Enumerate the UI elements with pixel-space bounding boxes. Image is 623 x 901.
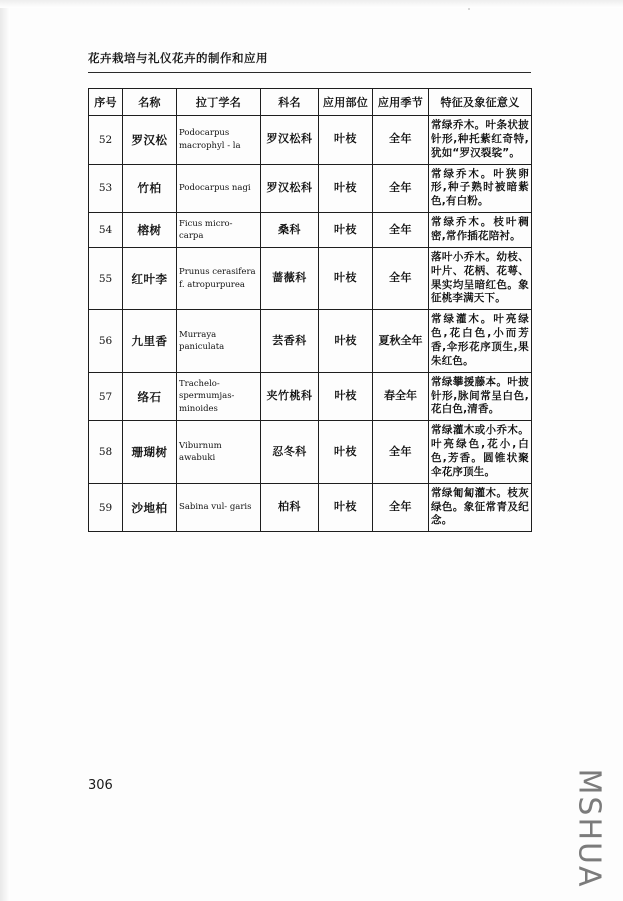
- column-header-season: 应用季节: [373, 89, 429, 116]
- cell-family: 桑科: [261, 213, 319, 248]
- cell-serial: 59: [89, 483, 123, 532]
- cell-season: 全年: [373, 247, 429, 309]
- cell-features: 常绿乔木。枝叶稠密,常作插花陪衬。: [429, 213, 532, 248]
- cell-serial: 57: [89, 372, 123, 421]
- cell-features: 常绿灌木。叶亮绿色,花白色,小而芳香,伞形花序顶生,果朱红色。: [429, 310, 532, 372]
- column-header-features: 特征及象征意义: [429, 89, 532, 116]
- page-number: 306: [88, 778, 113, 793]
- cell-features: 常绿灌木或小乔木。叶亮绿色,花小,白色,芳香。圆锥状聚伞花序顶生。: [429, 421, 532, 483]
- table-header-row: [89, 89, 532, 116]
- cell-part: 叶枝: [319, 213, 373, 248]
- cell-serial: 53: [89, 164, 123, 213]
- column-header-latin: 拉丁学名: [177, 89, 261, 116]
- cell-family: 柏科: [261, 483, 319, 532]
- cell-family: 忍冬科: [261, 421, 319, 483]
- cell-family: 夹竹桃科: [261, 372, 319, 421]
- cell-part: 叶枝: [319, 310, 373, 372]
- scan-edge-shadow-top: [0, 0, 623, 8]
- cell-serial: 56: [89, 310, 123, 372]
- cell-features: 落叶小乔木。幼枝、叶片、花柄、花萼、果实均呈暗红色。象征桃李满天下。: [429, 247, 532, 309]
- cell-latin: Podocarpus nagi: [177, 164, 261, 213]
- column-header-name: 名称: [123, 89, 177, 116]
- cell-features: 常绿匍匐灌木。枝灰绿色。象征常青及纪念。: [429, 483, 532, 532]
- cell-family: 蔷薇科: [261, 247, 319, 309]
- watermark: [559, 763, 619, 893]
- scan-edge-shadow-left: [0, 0, 10, 901]
- cell-part: 叶枝: [319, 483, 373, 532]
- table-row: [89, 372, 532, 421]
- table-row: [89, 164, 532, 213]
- table-row: [89, 483, 532, 532]
- cell-name: 络石: [123, 372, 177, 421]
- cell-latin: Viburnum awabuki: [177, 421, 261, 483]
- cell-latin: Sabina vul- garis: [177, 483, 261, 532]
- cell-name: 罗汉松: [123, 116, 177, 165]
- table-row: [89, 213, 532, 248]
- cell-latin: Trachelo- spermumjas- minoides: [177, 372, 261, 421]
- table-row: [89, 247, 532, 309]
- cell-season: 全年: [373, 483, 429, 532]
- cell-season: 夏秋全年: [373, 310, 429, 372]
- cell-part: 叶枝: [319, 247, 373, 309]
- cell-latin: Prunus cerasifera f. atropurpurea: [177, 247, 261, 309]
- cell-features: 常绿乔木。叶狭卵形,种子熟时被暗紫色,有白粉。: [429, 164, 532, 213]
- scan-speck: [468, 8, 470, 10]
- plant-reference-table: [88, 88, 532, 532]
- cell-serial: 52: [89, 116, 123, 165]
- cell-name: 红叶李: [123, 247, 177, 309]
- running-head: 花卉栽培与礼仪花卉的制作和应用: [88, 51, 268, 65]
- cell-family: 罗汉松科: [261, 116, 319, 165]
- header-rule: [88, 72, 531, 73]
- cell-name: 沙地柏: [123, 483, 177, 532]
- cell-season: 全年: [373, 116, 429, 165]
- cell-serial: 54: [89, 213, 123, 248]
- watermark-text: MSHUA: [571, 768, 607, 888]
- cell-part: 叶枝: [319, 164, 373, 213]
- cell-season: 全年: [373, 213, 429, 248]
- cell-part: 叶枝: [319, 116, 373, 165]
- table-row: [89, 116, 532, 165]
- cell-name: 九里香: [123, 310, 177, 372]
- cell-features: 常绿攀援藤本。叶披针形,脉间常呈白色,花白色,清香。: [429, 372, 532, 421]
- cell-season: 春全年: [373, 372, 429, 421]
- cell-features: 常绿乔木。叶条状披针形,种托紫红奇特,犹如“罗汉裂裟”。: [429, 116, 532, 165]
- column-header-part: 应用部位: [319, 89, 373, 116]
- column-header-family: 科名: [261, 89, 319, 116]
- cell-name: 竹柏: [123, 164, 177, 213]
- cell-name: 榕树: [123, 213, 177, 248]
- table-row: [89, 310, 532, 372]
- cell-name: 珊瑚树: [123, 421, 177, 483]
- cell-family: 芸香科: [261, 310, 319, 372]
- cell-latin: Ficus micro- carpa: [177, 213, 261, 248]
- cell-serial: 58: [89, 421, 123, 483]
- table-row: [89, 421, 532, 483]
- cell-season: 全年: [373, 421, 429, 483]
- cell-family: 罗汉松科: [261, 164, 319, 213]
- cell-latin: Podocarpus macrophyl - la: [177, 116, 261, 165]
- cell-part: 叶枝: [319, 372, 373, 421]
- column-header-serial: 序号: [89, 89, 123, 116]
- cell-serial: 55: [89, 247, 123, 309]
- cell-part: 叶枝: [319, 421, 373, 483]
- cell-season: 全年: [373, 164, 429, 213]
- cell-latin: Murraya paniculata: [177, 310, 261, 372]
